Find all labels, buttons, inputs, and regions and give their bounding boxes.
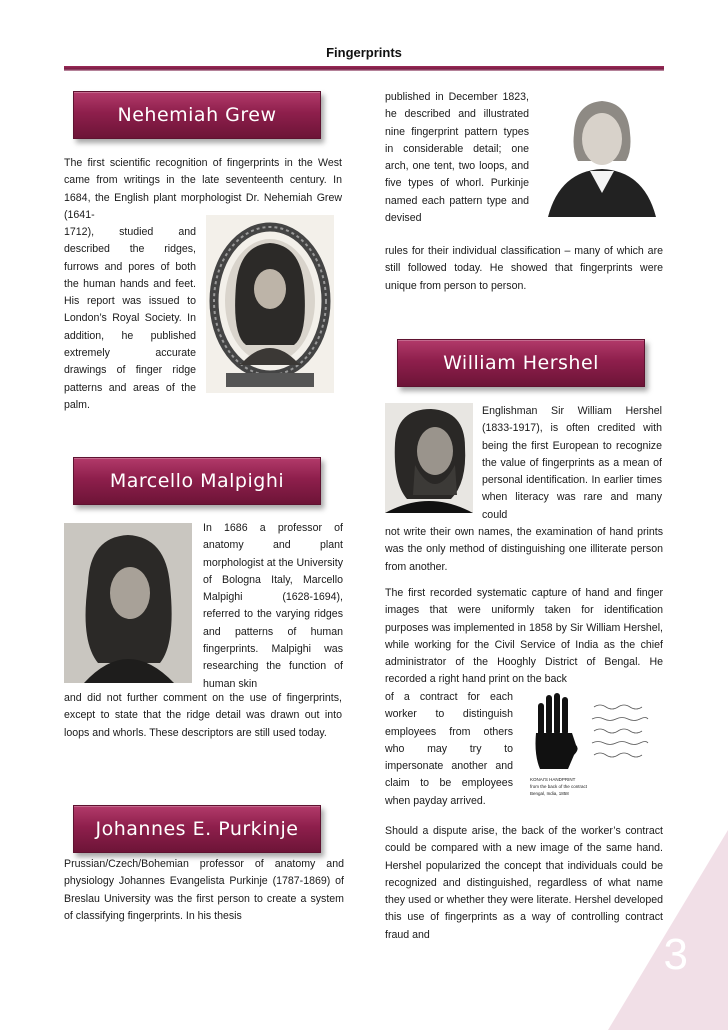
- purkinje-continued-full-text: rules for their individual classification – many of which are still followed today. He showed that fingerprints were unique from person to person.: [385, 245, 663, 292]
- handprint-caption-line-3: Bengal, India, 1858: [530, 791, 569, 796]
- handprint-contract-image: [522, 685, 664, 803]
- portrait-william-hershel: [385, 403, 473, 513]
- banner-william-hershel: William Hershel: [397, 339, 645, 387]
- portrait-johannes-purkinje: [540, 89, 662, 217]
- page-number: 3: [663, 930, 688, 979]
- hershel-para2-wrap-text: of a contract for each worker to distinguish employees from others who may try to impersonate another and claim to be employees when payday arrived.: [385, 691, 513, 807]
- portrait-nehemiah-grew: [206, 215, 334, 393]
- malpighi-wrap-text: In 1686 a professor of anatomy and plant morphologist at the University of Bologna Italy, Marcello Malpighi (1628-1694), referred to the varying ridges and patterns of human fingerprints. Malpighi was researching the function of human skin: [203, 522, 343, 690]
- malpighi-full-text: and did not further comment on the use of fingerprints, except to state that the ridge detail was drawn out into loops and whorls. These descriptors are still used today.: [64, 692, 342, 739]
- portrait-marcello-malpighi: [64, 523, 192, 683]
- banner-nehemiah-grew: Nehemiah Grew: [73, 91, 321, 139]
- hershel-para3-text: Should a dispute arise, the back of the worker’s contract could be compared with a new image of the same hand. Hershel popularized the concept that individuals could be recognized and distinguished, regardless of what name they used or whether they were literate. Hershel developed this use of fingerprints as a way of controlling contract fraud and: [385, 825, 663, 941]
- hershel-para2-full-text: The first recorded systematic capture of hand and finger images that were uniformly taken for identification purposes was implemented in 1858 by Sir William Hershel, while working for the Civil Service of India as the chief administrator of the Hooghly District of Bengal. He recorded a right hand print on the back: [385, 587, 663, 686]
- handprint-caption-line-2: from the back of the contract: [530, 784, 588, 789]
- purkinje-continued-wrap-text: published in December 1823, he described and illustrated nine fingerprint pattern types in considerable detail; one arch, one tent, two loops, and five types of whorl. Purkinje named each pattern type and devised: [385, 91, 529, 225]
- hershel-wrap-text: Englishman Sir William Hershel (1833-1917), is often credited with being the first European to recognize the value of fingerprints as a mean of personal identification. In earlier times when literacy was rare and many could: [482, 405, 662, 521]
- grew-wrap-text: 1712), studied and described the ridges, furrows and pores of both the human hands and feet. His report was issued to London’s Royal Society. In addition, he published extremely accurate drawings of finger ridge patterns and areas of the palm.: [64, 226, 196, 411]
- purkinje-text: Prussian/Czech/Bohemian professor of anatomy and physiology Johannes Evangelista Purkinje (1787-1869) of Breslau University was the first person to create a system of classifying fingerprints. In his thesis: [64, 858, 344, 922]
- hershel-full-text: not write their own names, the examination of hand prints was the only method of distinguishing one illiterate person from another.: [385, 526, 663, 573]
- header-rule: [64, 66, 664, 71]
- page-header-title: Fingerprints: [326, 45, 402, 60]
- banner-marcello-malpighi: Marcello Malpighi: [73, 457, 321, 505]
- grew-intro-text: The first scientific recognition of fingerprints in the West came from writings in the late seventeenth century. In 1684, the English plant morphologist Dr. Nehemiah Grew (1641-: [64, 157, 342, 221]
- banner-johannes-purkinje: Johannes E. Purkinje: [73, 805, 321, 853]
- handprint-caption-line-1: KONAI'S HANDPRINT: [530, 777, 576, 782]
